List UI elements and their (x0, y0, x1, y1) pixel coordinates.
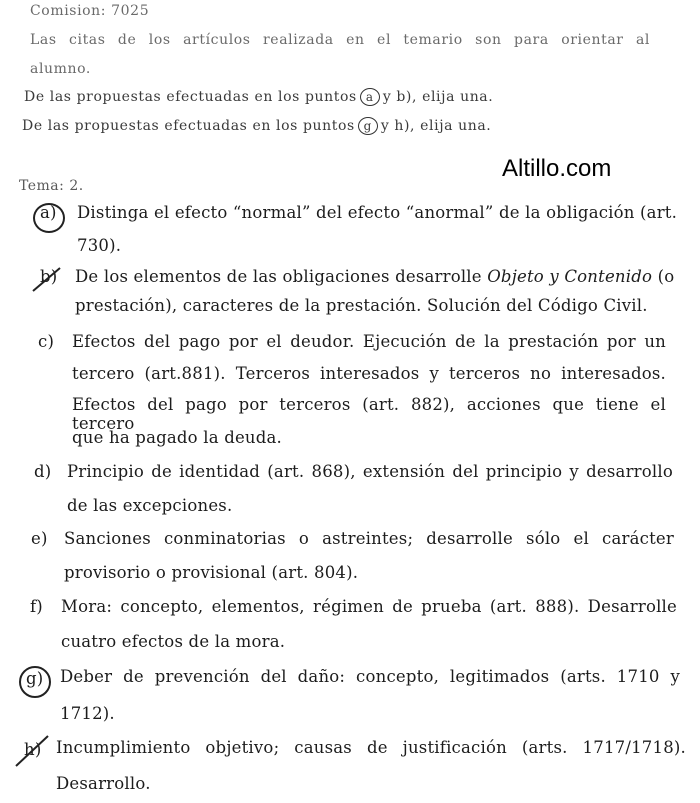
item-f-letter: f) (30, 597, 43, 616)
choice-1-circled-letter: a (360, 88, 380, 106)
item-a-letter: a) (40, 203, 57, 222)
item-f-line-2: cuatro efectos de la mora. (61, 632, 286, 651)
strikethrough-mark (12, 732, 52, 770)
item-h-letter: h) (24, 740, 42, 759)
item-c-line-4: que ha pagado la deuda. (72, 428, 283, 447)
choice-2-prefix: De las propuestas efectuadas en los puntos (22, 118, 355, 134)
choice-instruction-1 (24, 88, 493, 106)
item-d-line-1-text: Principio de identidad (art. 868), extensión del principio y desarrollo (67, 462, 673, 481)
choice-instruction-2 (22, 117, 491, 135)
item-f-line-1 (61, 597, 677, 616)
item-f-line-1-text: Mora: concepto, elementos, régimen de prueba (art. 888). Desarrolle (61, 597, 677, 616)
item-c-letter: c) (38, 332, 55, 351)
item-d-line-1 (67, 462, 673, 481)
item-c-line-1-text: Efectos del pago por el deudor. Ejecución de la prestación por un (72, 332, 666, 351)
item-d-letter: d) (34, 462, 52, 481)
choice-2-circled-letter: g (358, 117, 378, 135)
item-e-line-1 (64, 529, 674, 548)
item-g-letter: g) (26, 669, 44, 688)
item-c-line-1 (72, 332, 666, 351)
item-b-line-1-end: (o (652, 267, 675, 286)
note-line-1 (30, 32, 650, 48)
item-e-line-2: provisorio o provisional (art. 804). (64, 563, 359, 582)
note-line-1-text: Las citas de los artículos realizada en el temario son para orientar al (30, 32, 650, 48)
item-b-line-2: prestación), caracteres de la prestación. Solución del Código Civil. (75, 296, 648, 315)
item-a-line-2: 730). (77, 236, 122, 255)
commission-number: Comision: 7025 (30, 3, 150, 19)
item-b-line-1 (75, 267, 674, 286)
item-g-line-1 (60, 667, 680, 686)
item-h-line-2: Desarrollo. (56, 774, 151, 793)
topic-heading: Tema: 2. (19, 178, 84, 194)
item-d-line-2: de las excepciones. (67, 496, 233, 515)
item-b-line-1-text: De los elementos de las obligaciones desarrolle (75, 267, 488, 286)
strikethrough-mark (30, 264, 64, 294)
choice-1-suffix: y b), elija una. (382, 89, 494, 105)
item-h-line-1 (56, 738, 686, 757)
item-a-line-1: Distinga el efecto “normal” del efecto “anormal” de la obligación (art. (77, 203, 678, 222)
item-c-line-2 (72, 364, 666, 383)
site-watermark: Altillo.com (502, 155, 612, 182)
item-c-line-2-text: tercero (art.881). Terceros interesados y terceros no interesados. (72, 364, 666, 383)
choice-2-suffix: y h), elija una. (380, 118, 492, 134)
item-h-line-1-text: Incumplimiento objetivo; causas de justificación (arts. 1717/1718). (56, 738, 686, 757)
item-g-line-2: 1712). (60, 704, 115, 723)
item-c-line-3-text: Efectos del pago por terceros (art. 882), acciones que tiene el tercero (72, 395, 666, 433)
choice-1-prefix: De las propuestas efectuadas en los puntos (24, 89, 357, 105)
item-g-line-1-text: Deber de prevención del daño: concepto, legitimados (arts. 1710 y (60, 667, 680, 686)
item-e-letter: e) (31, 529, 48, 548)
note-line-2: alumno. (30, 61, 91, 77)
item-b-letter: b) (40, 267, 58, 286)
item-b-emphasis: Objeto y Contenido (487, 267, 653, 286)
item-e-line-1-text: Sanciones conminatorias o astreintes; desarrolle sólo el carácter (64, 529, 674, 548)
